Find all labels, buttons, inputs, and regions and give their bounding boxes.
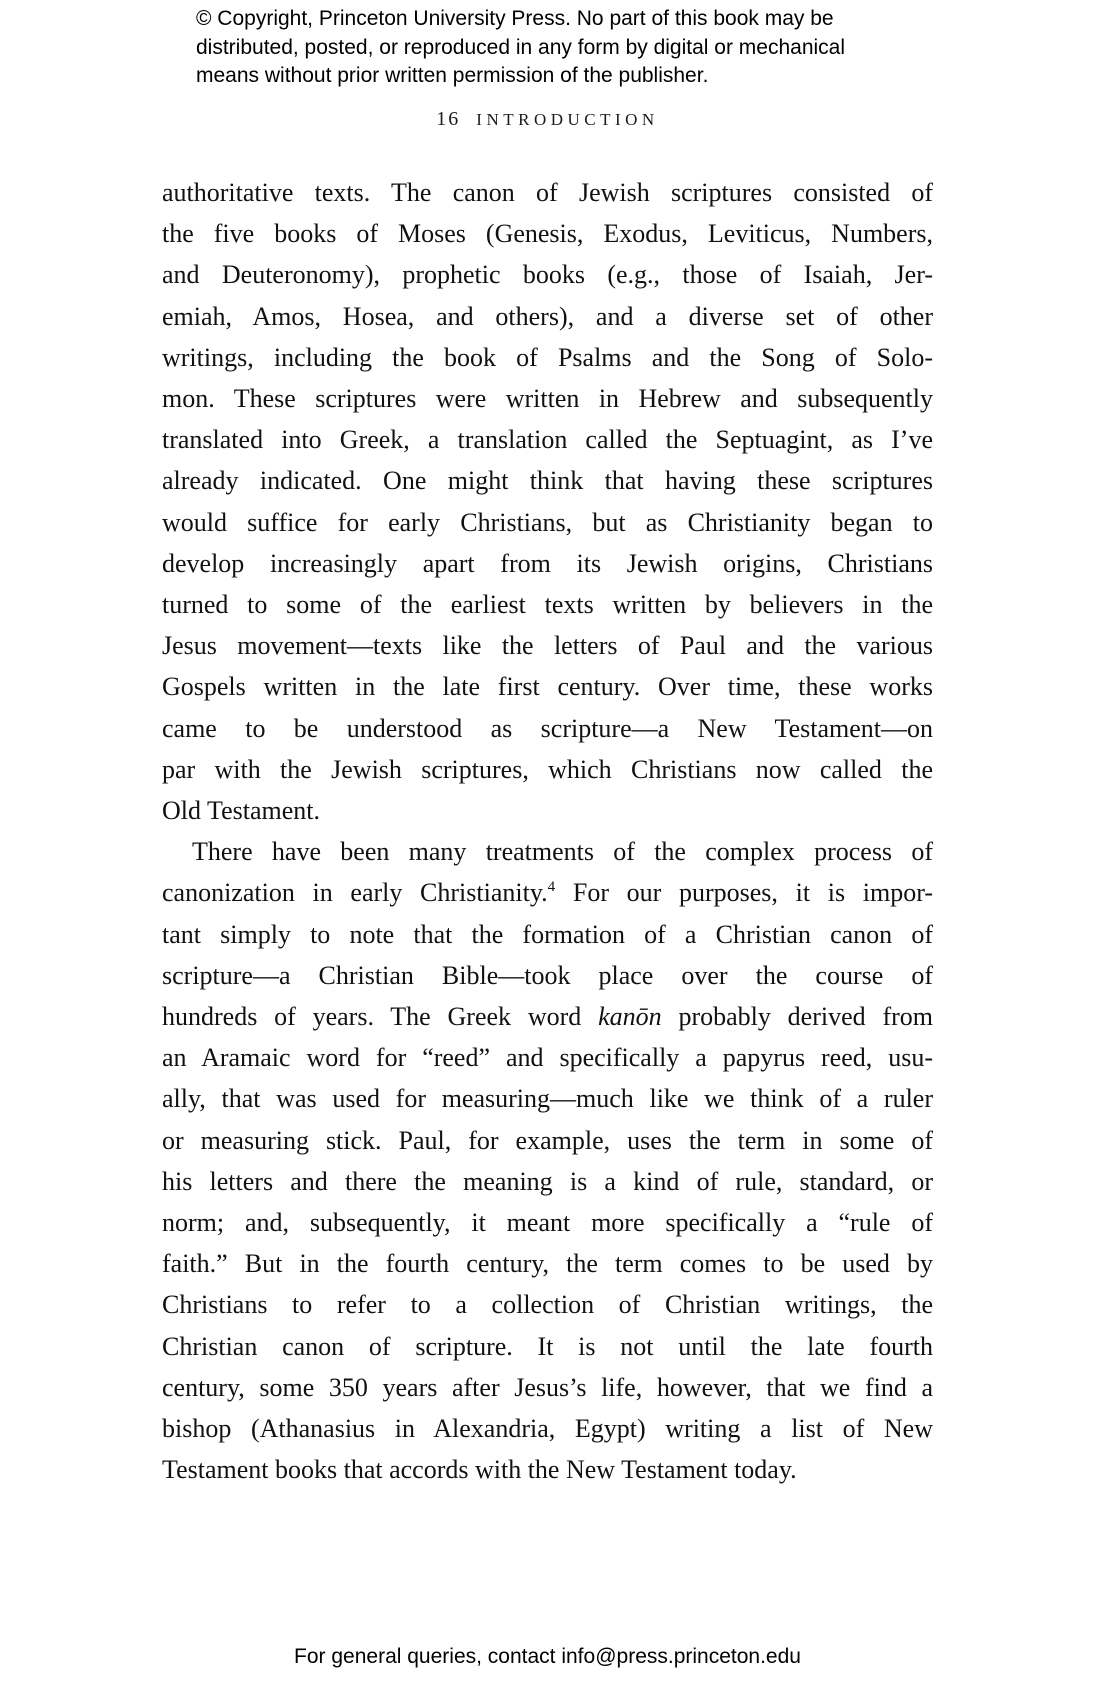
footnote-reference: 4 [547,879,556,896]
body-line: would suffice for early Christians, but as Christianity began to [162,507,933,537]
body-line: Christians to refer to a collection of Christian writings, the [162,1290,933,1320]
body-line: develop increasingly apart from its Jewish origins, Christians [162,548,933,578]
body-line: There have been many treatments of the complex process of [192,837,933,867]
body-text [162,172,933,1491]
body-line: ally, that was used for measuring—much like we think of a ruler [162,1084,933,1114]
body-line: the five books of Moses (Genesis, Exodus, Leviticus, Numbers, [162,219,933,249]
page-number: 16 [436,108,461,130]
copyright-line: means without prior written permission of the publisher. [196,64,709,87]
body-line: hundreds of years. The Greek word kanōn probably derived from [162,1002,933,1032]
body-line: his letters and there the meaning is a kind of rule, standard, or [162,1166,933,1196]
body-line: an Aramaic word for “reed” and specifically a papyrus reed, usu- [162,1043,933,1073]
body-line: or measuring stick. Paul, for example, uses the term in some of [162,1125,933,1155]
copyright-notice [196,5,956,91]
copyright-line: © Copyright, Princeton University Press. No part of this book may be [196,7,834,30]
section-title: INTRODUCTION [476,110,659,129]
body-line: bishop (Athanasius in Alexandria, Egypt) writing a list of New [162,1414,933,1444]
body-line: translated into Greek, a translation called the Septuagint, as I’ve [162,425,933,455]
body-line: authoritative texts. The canon of Jewish scriptures consisted of [162,178,933,207]
body-line: emiah, Amos, Hosea, and others), and a diverse set of other [162,301,933,331]
body-line: century, some 350 years after Jesus’s life, however, that we find a [162,1372,933,1402]
footer-contact: For general queries, contact info@press.princeton.edu [294,1645,801,1668]
body-line: turned to some of the earliest texts written by believers in the [162,590,933,620]
running-head [162,108,933,131]
body-line: norm; and, subsequently, it meant more specifically a “rule of [162,1208,933,1238]
body-line: par with the Jewish scriptures, which Christians now called the [162,754,933,784]
body-line: already indicated. One might think that having these scriptures [162,466,933,496]
body-line: writings, including the book of Psalms and the Song of Solo- [162,342,933,372]
body-line: mon. These scriptures were written in Hebrew and subsequently [162,384,933,414]
body-line: Jesus movement—texts like the letters of Paul and the various [162,631,933,661]
body-line: faith.” But in the fourth century, the term comes to be used by [162,1249,933,1279]
body-line: Testament books that accords with the New Testament today. [162,1455,797,1485]
copyright-line: distributed, posted, or reproduced in any form by digital or mechanical [196,35,846,59]
body-line: Christian canon of scripture. It is not until the late fourth [162,1331,933,1361]
body-line: and Deuteronomy), prophetic books (e.g., those of Isaiah, Jer- [162,260,933,290]
body-line: tant simply to note that the formation of a Christian canon of [162,919,933,949]
body-line: scripture—a Christian Bible—took place over the course of [162,960,933,990]
body-line: canonization in early Christianity.$^4$ For our purposes, it is impor- [162,878,933,908]
body-line: Old Testament. [162,796,321,826]
body-line: Gospels written in the late first century. Over time, these works [162,672,933,702]
body-line: came to be understood as scripture—a New Testament—on [162,713,933,743]
